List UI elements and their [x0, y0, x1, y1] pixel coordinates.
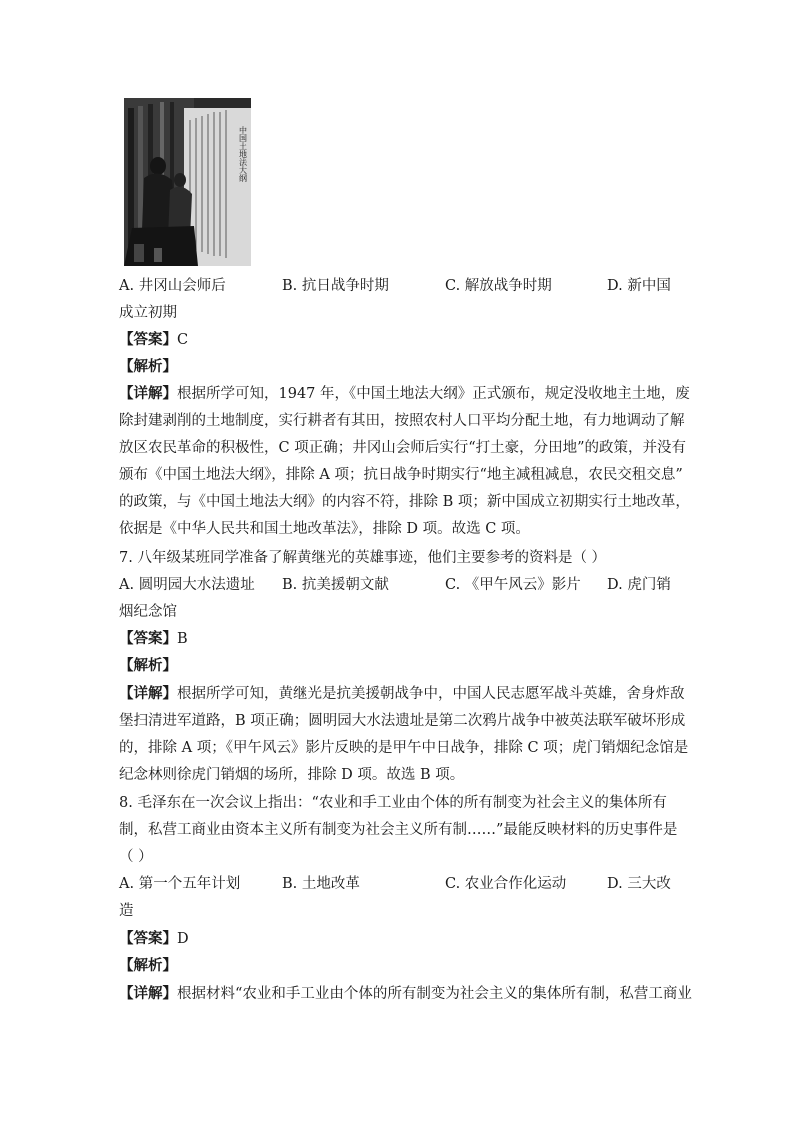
- q6-option-d: D. 新中国: [607, 278, 671, 294]
- q7-detail-text-1: 根据所学可知，黄继光是抗美援朝战争中，中国人民志愿军战斗英雄，舍身炸敌: [177, 686, 685, 702]
- q6-detail-line-4: 颁布《中国土地法大纲》，排除 A 项；抗日战争时期实行“地主减租减息，农民交租交息”: [119, 467, 683, 483]
- q6-detail-line-1: [119, 384, 690, 404]
- q6-answer: [119, 330, 679, 350]
- photo-caption: 中国土地法大纲: [238, 126, 248, 182]
- q8-answer: [119, 929, 679, 949]
- q8-option-wrap: 造: [119, 903, 134, 919]
- q8-option-c: C. 农业合作化运动: [445, 876, 567, 892]
- q8-option-a: A. 第一个五年计划: [119, 876, 241, 892]
- q7-answer-label: 【答案】: [119, 630, 177, 647]
- q6-option-wrap: 成立初期: [119, 305, 177, 321]
- q8-detail-line-1: [119, 984, 692, 1004]
- q7-option-c: C. 《甲午风云》影片: [445, 577, 581, 593]
- q6-analysis-label: 【解析】: [119, 358, 177, 375]
- q6-detail-label: 【详解】: [119, 385, 177, 402]
- q7-detail-line-3: 的，排除 A 项；《甲午风云》影片反映的是甲午中日战争，排除 C 项；虎门销烟纪念馆是: [119, 740, 689, 756]
- q7-option-wrap: 烟纪念馆: [119, 604, 177, 620]
- q8-detail-text-1: 根据材料“农业和手工业由个体的所有制变为社会主义的集体所有制，私营工商业: [177, 986, 692, 1002]
- q7-answer: [119, 629, 679, 649]
- q7-analysis-label: 【解析】: [119, 657, 177, 674]
- q6-detail-line-6: 依据是《中华人民共和国土地改革法》，排除 D 项。故选 C 项。: [119, 521, 530, 537]
- q7-detail-line-4: 纪念林则徐虎门销烟的场所，排除 D 项。故选 B 项。: [119, 767, 465, 783]
- q7-option-a: A. 圆明园大水法遗址: [119, 577, 255, 593]
- q8-option-b: B. 土地改革: [282, 876, 360, 892]
- q8-answer-value: D: [177, 931, 189, 947]
- q7-detail-line-1: [119, 684, 685, 704]
- q8-option-d: D. 三大改: [607, 876, 671, 892]
- q8-stem-line-2: 制，私营工商业由资本主义所有制变为社会主义所有制……”最能反映材料的历史事件是: [119, 822, 678, 838]
- q6-detail-line-2: 除封建剥削的土地制度，实行耕者有其田，按照农村人口平均分配土地，有力地调动了解: [119, 413, 685, 429]
- q8-answer-label: 【答案】: [119, 930, 177, 947]
- q8-detail-label: 【详解】: [119, 985, 177, 1002]
- q8-analysis-label: 【解析】: [119, 957, 177, 974]
- q6-option-a: A. 井冈山会师后: [119, 278, 226, 294]
- q8-stem-line-1: 8. 毛泽东在一次会议上指出：“农业和手工业由个体的所有制变为社会主义的集体所有: [119, 795, 667, 811]
- q7-stem: 7. 八年级某班同学准备了解黄继光的英雄事迹，他们主要参考的资料是（ ）: [119, 550, 607, 566]
- q7-answer-value: B: [177, 631, 188, 647]
- q8-stem-line-3: （ ）: [119, 849, 153, 865]
- q7-detail-label: 【详解】: [119, 685, 177, 702]
- q6-answer-value: C: [177, 332, 189, 348]
- q7-option-b: B. 抗美援朝文献: [282, 577, 389, 593]
- q6-option-b: B. 抗日战争时期: [282, 278, 389, 294]
- q6-answer-label: 【答案】: [119, 331, 177, 348]
- q7-option-d: D. 虎门销: [607, 577, 671, 593]
- q6-detail-line-3: 放区农民革命的积极性，C 项正确；井冈山会师后实行“打土豪，分田地”的政策，并没有: [119, 440, 687, 456]
- q6-detail-line-5: 的政策，与《中国土地法大纲》的内容不符，排除 B 项；新中国成立初期实行土地改革，: [119, 494, 690, 510]
- q6-detail-text-1: 根据所学可知，1947 年，《中国土地法大纲》正式颁布，规定没收地主土地，废: [177, 386, 690, 402]
- land-law-photo: [124, 98, 251, 266]
- monument-photo-graphic: [124, 98, 251, 266]
- q7-detail-line-2: 堡扫清进军道路，B 项正确；圆明园大水法遗址是第二次鸦片战争中被英法联军破坏形成: [119, 713, 686, 729]
- q6-option-c: C. 解放战争时期: [445, 278, 552, 294]
